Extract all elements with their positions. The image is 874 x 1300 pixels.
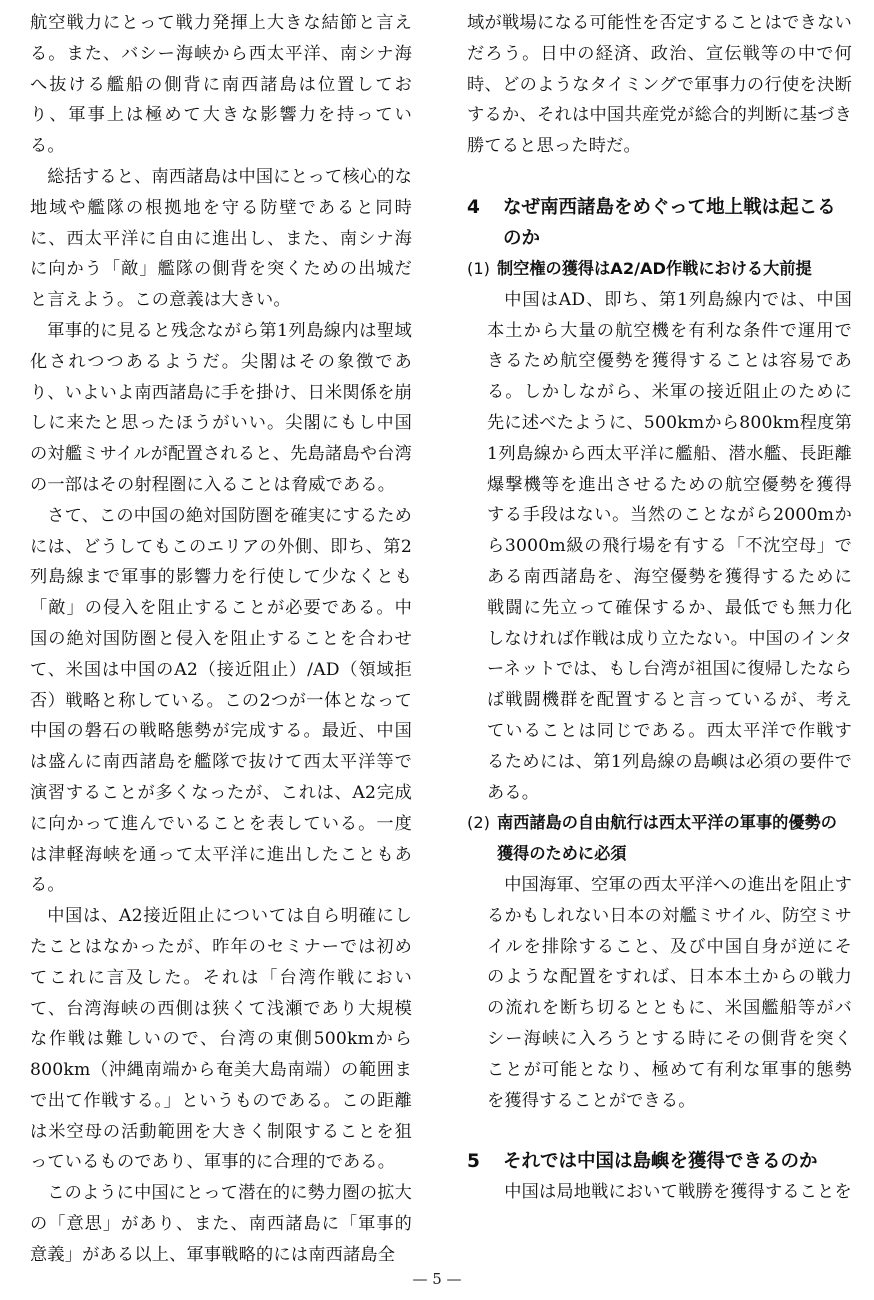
section-body	[467, 1177, 852, 1208]
paragraph: 中国は局地戦において戦勝を獲得することを	[504, 1182, 852, 1203]
section-title: なぜ南西諸島をめぐって地上戦は起こるのか	[503, 196, 836, 249]
section-heading-4	[467, 192, 852, 254]
page-number: — 5 —	[412, 1270, 462, 1288]
section-title: それでは中国は島嶼を獲得できるのか	[503, 1151, 818, 1173]
section-number: 5	[467, 1151, 480, 1173]
paragraph: 中国はAD、即ち、第1列島線内では、中国本土から大量の航空機を有利な条件で運用できるため航空優勢を獲得することは容易である。しかしながら、米軍の接近阻止のために先に述べたように、500kmから800km程度第1列島線から西太平洋に艦船、潜水艦、長距離爆撃機等を進出させるための航空優勢を獲得する手段はない。当然のことながら2000mから3000m級の飛行場を有する「不沈空母」である南西諸島を、海空優勢を獲得するために戦闘に先立って確保するか、最低でも無力化しなければ作戦は成り立たない。中国のインターネットでは、もし台湾が祖国に復帰したならば戦闘機群を配置すると言っているが、考えていることは同じである。西太平洋で作戦するためには、第1列島線の島嶼は必須の要件である。	[487, 289, 852, 803]
subsection-body	[467, 870, 852, 1116]
paragraph: 軍事的に見ると残念ながら第1列島線内は聖域化されつつあるようだ。尖閣はその象徴であり、いよいよ南西諸島に手を掛け、日米関係を崩しに来たと思ったほうがいい。尖閣にもし中国の対艦ミサイルが配置されると、先島諸島や台湾の一部はその射程圏に入ることは脅威である。	[30, 320, 412, 495]
left-column	[30, 8, 412, 1271]
paragraph: 域が戦場になる可能性を否定することはできないだろう。日中の経済、政治、宣伝戦等の中で何時、どのようなタイミングで軍事力の行使を決断するか、それは中国共産党が総合的判断に基づき勝てると思った時だ。	[467, 13, 852, 157]
paragraph: このように中国にとって潜在的に勢力圏の拡大の「意思」があり、また、南西諸島に「軍事的意義」がある以上、軍事戦略的には南西諸島全	[30, 1183, 412, 1265]
paragraph: 航空戦力にとって戦力発揮上大きな結節と言える。また、バシー海峡から西太平洋、南シナ海へ抜ける艦船の側背に南西諸島は位置しており、軍事上は極めて大きな影響力を持っている。	[30, 13, 412, 157]
subsection-number: (1)	[467, 258, 490, 278]
right-column	[467, 8, 852, 1208]
subsection-number: (2)	[467, 813, 490, 833]
subsection-title: 南西諸島の自由航行は西太平洋の軍事的優勢の獲得のために必須	[497, 813, 837, 864]
paragraph: 中国海軍、空軍の西太平洋への進出を阻止するかもしれない日本の対艦ミサイル、防空ミサイルを排除すること、及び中国自身が逆にそのような配置をすれば、日本本土からの戦力の流れを断ち切るとともに、米国艦船等がバシー海峡に入ろうとする時にその側背を突くことが可能となり、極めて有利な軍事的態勢を獲得することができる。	[487, 874, 852, 1111]
paragraph: 総括すると、南西諸島は中国にとって核心的な地域や艦隊の根拠地を守る防壁であると同時に、西太平洋に自由に進出し、また、南シナ海に向かう「敵」艦隊の側背を突くための出城だと言えよう。この意義は大きい。	[30, 166, 412, 311]
subsection-title: 制空権の獲得はA2/AD作戦における大前提	[497, 258, 812, 278]
paragraph: さて、この中国の絶対国防圏を確実にするためには、どうしてもこのエリアの外側、即ち、第2列島線まで軍事的影響力を行使して少なくとも「敵」の侵入を阻止することが必要である。中国の絶対国防圏と侵入を阻止することを合わせて、米国は中国のA2（接近阻止）/AD（領域拒否）戦略と称している。この2つが一体となって中国の磐石の戦略態勢が完成する。最近、中国は盛んに南西諸島を艦隊で抜けて西太平洋等で演習することが多くなったが、これは、A2完成に向かって進んでいることを表している。一度は津軽海峡を通って太平洋に進出したこともある。	[30, 505, 412, 896]
subsection-heading-2	[467, 808, 852, 870]
subsection-heading-1	[467, 254, 852, 285]
section-heading-5	[467, 1146, 852, 1177]
section-number: 4	[467, 196, 480, 218]
subsection-body	[467, 285, 852, 809]
paragraph: 中国は、A2接近阻止については自ら明確にしたことはなかったが、昨年のセミナーでは初めてこれに言及した。それは「台湾作戦において、台湾海峡の西側は狭くて浅瀬であり大規模な作戦は難しいので、台湾の東側500kmから800km（沖縄南端から奄美大島南端）の範囲まで出て作戦する。」というものである。この距離は米空母の活動範囲を大きく制限することを狙っているものであり、軍事的に合理的である。	[30, 906, 412, 1173]
